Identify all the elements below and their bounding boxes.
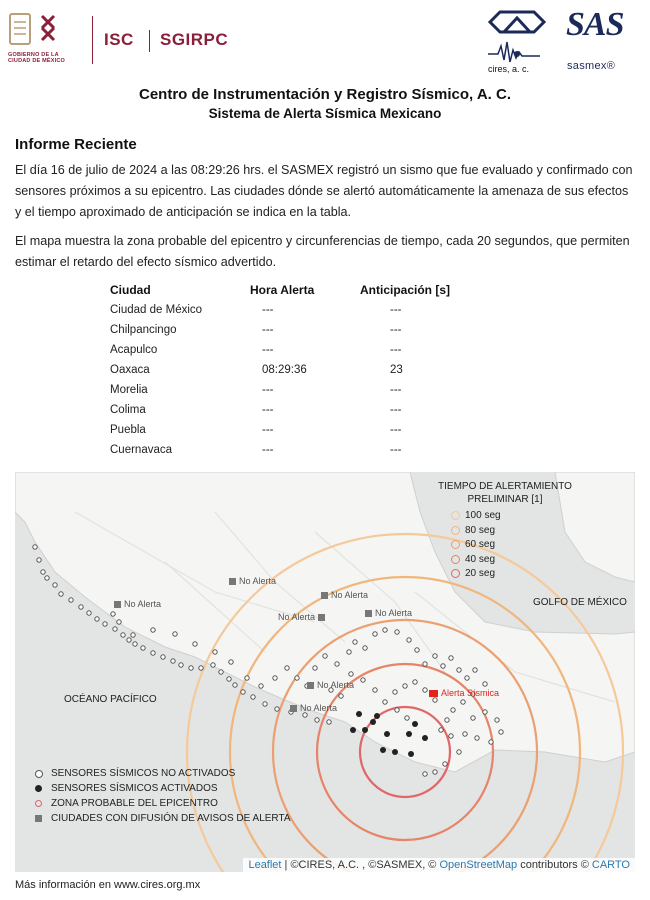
- sensor-inactive: [285, 666, 289, 670]
- sasmex-label: sasmex®: [567, 60, 616, 72]
- ring-circle-icon: [451, 569, 460, 578]
- ocean-label: OCÉANO PACÍFICO: [64, 694, 157, 705]
- sensor-inactive: [199, 666, 203, 670]
- sensor-inactive: [423, 772, 427, 776]
- gob-text: GOBIERNO DE LA CIUDAD DE MÉXICO: [8, 52, 65, 64]
- sensor-active: [384, 731, 390, 737]
- city-no-alert: No Alerta: [278, 612, 325, 622]
- sensor-inactive: [495, 718, 499, 722]
- sas-logo-text: SAS: [566, 6, 624, 43]
- sensor-inactive: [219, 670, 223, 674]
- sensor-inactive-icon: [35, 770, 43, 778]
- table-cell: Acapulco: [110, 344, 158, 356]
- sensor-inactive: [433, 770, 437, 774]
- sensor-inactive: [179, 663, 183, 667]
- city-no-alert: No Alerta: [229, 576, 276, 586]
- sensor-inactive: [111, 612, 115, 616]
- table-cell: ---: [390, 344, 402, 356]
- legend-title: PRELIMINAR [1]: [467, 494, 543, 505]
- column-header: Hora Alerta: [250, 283, 315, 297]
- ring-legend-item: 60 seg: [465, 538, 495, 551]
- city-no-alert: No Alerta: [290, 703, 337, 713]
- sensor-legend: [33, 768, 291, 828]
- sensor-inactive: [241, 690, 245, 694]
- sensor-inactive: [245, 676, 249, 680]
- city-marker-icon: [114, 601, 121, 608]
- sensor-inactive: [161, 655, 165, 659]
- table-cell: Morelia: [110, 384, 148, 396]
- sensor-inactive: [353, 640, 357, 644]
- sensor-inactive: [103, 622, 107, 626]
- sensor-inactive: [303, 713, 307, 717]
- sensor-inactive: [483, 710, 487, 714]
- ring-circle-icon: [451, 511, 460, 520]
- table-cell: ---: [390, 404, 402, 416]
- sensor-inactive: [151, 651, 155, 655]
- sensor-inactive: [313, 666, 317, 670]
- sensor-inactive: [451, 708, 455, 712]
- city-marker-icon: [229, 578, 236, 585]
- sensor-inactive: [461, 700, 465, 704]
- sensor-inactive: [69, 598, 73, 602]
- legend-item: ZONA PROBABLE DEL EPICENTRO: [33, 798, 291, 813]
- ring-legend-item: 100 seg: [465, 509, 501, 522]
- footer-info: Más información en www.cires.org.mx: [15, 879, 201, 891]
- report-paragraph-2: El mapa muestra la zona probable del epicentro y circunferencias de tiempo, cada 20 segundos, que permiten estimar el retardo del efecto sísmico advertido.: [15, 234, 630, 269]
- report-paragraph-1: El día 16 de julio de 2024 a las 08:29:26 hrs. el SASMEX registró un sismo que fue evaluado y confirmado con sensores próximos a su epicentro. Las ciudades dónde se alertó automáticamente la amenaza de sus efectos y el tiempo aproximado de anticipación se indica en la tabla.: [15, 163, 633, 219]
- epicenter-zone-icon: [35, 800, 42, 807]
- table-row: [104, 340, 496, 360]
- sensor-inactive: [59, 592, 63, 596]
- sensor-inactive: [499, 730, 503, 734]
- sensor-inactive: [95, 617, 99, 621]
- city-square-icon: [35, 815, 42, 822]
- sensor-inactive: [457, 750, 461, 754]
- sensor-active: [356, 711, 362, 717]
- city-no-alert: No Alerta: [114, 599, 161, 609]
- legend-title: TIEMPO DE ALERTAMIENTO: [438, 481, 572, 492]
- ring-legend-item: 40 seg: [465, 553, 495, 566]
- sensor-inactive: [45, 576, 49, 580]
- table-row: [104, 320, 496, 340]
- table-row: [104, 440, 496, 460]
- sensor-inactive: [405, 716, 409, 720]
- legend-item: SENSORES SÍSMICOS ACTIVADOS: [33, 783, 291, 798]
- sensor-inactive: [465, 676, 469, 680]
- sensor-inactive: [193, 642, 197, 646]
- sensor-inactive: [441, 664, 445, 668]
- legend-item: SENSORES SÍSMICOS NO ACTIVADOS: [33, 768, 291, 783]
- sensor-active: [370, 719, 376, 725]
- alert-time-legend: [435, 480, 575, 584]
- sensor-inactive: [423, 662, 427, 666]
- sensor-inactive: [373, 632, 377, 636]
- sensor-inactive: [263, 702, 267, 706]
- sensor-inactive: [87, 611, 91, 615]
- sensor-active-icon: [35, 785, 42, 792]
- table-row: [104, 300, 496, 320]
- sensor-inactive: [233, 683, 237, 687]
- table-cell: ---: [390, 324, 402, 336]
- table-cell: Cuernavaca: [110, 444, 173, 456]
- city-marker-icon: [290, 705, 297, 712]
- sensor-inactive: [251, 695, 255, 699]
- table-row: [104, 400, 496, 420]
- sensor-inactive: [131, 633, 135, 637]
- sensor-inactive: [395, 630, 399, 634]
- sensor-inactive: [471, 716, 475, 720]
- sensor-inactive: [151, 628, 155, 632]
- sensor-inactive: [141, 646, 145, 650]
- table-cell: ---: [262, 424, 274, 436]
- sensor-inactive: [363, 646, 367, 650]
- sensor-inactive: [133, 642, 137, 646]
- table-cell: ---: [262, 444, 274, 456]
- sensor-inactive: [415, 648, 419, 652]
- city-marker-icon: [365, 610, 372, 617]
- city-no-alert: No Alerta: [307, 680, 354, 690]
- ring-circle-icon: [451, 555, 460, 564]
- sensor-inactive: [33, 545, 37, 549]
- sensor-inactive: [127, 638, 131, 642]
- table-cell: Colima: [110, 404, 146, 416]
- sensor-inactive: [295, 676, 299, 680]
- sensor-inactive: [473, 668, 477, 672]
- sensor-inactive: [121, 633, 125, 637]
- table-cell: Puebla: [110, 424, 146, 436]
- sensor-inactive: [433, 654, 437, 658]
- sensor-inactive: [457, 668, 461, 672]
- sensor-inactive: [349, 672, 353, 676]
- table-cell: Ciudad de México: [110, 304, 203, 316]
- sensor-inactive: [483, 682, 487, 686]
- sensor-inactive: [41, 570, 45, 574]
- sgirpc-logo-text: SGIRPC: [160, 30, 229, 49]
- sensor-active: [380, 747, 386, 753]
- header-divider-small: [149, 30, 150, 52]
- sensor-inactive: [211, 663, 215, 667]
- table-row: [104, 420, 496, 440]
- page-title: Centro de Instrumentación y Registro Sísmico, A. C.: [138, 86, 511, 103]
- sensor-inactive: [489, 740, 493, 744]
- sensor-inactive: [407, 638, 411, 642]
- city-no-alert: No Alerta: [365, 608, 412, 618]
- table-header-row: [104, 280, 496, 300]
- header-divider: [92, 16, 93, 64]
- sensor-inactive: [443, 762, 447, 766]
- city-alert: Alerta Sísmica: [431, 688, 499, 698]
- sensor-inactive: [229, 660, 233, 664]
- table-cell: ---: [262, 324, 274, 336]
- table-row: [104, 380, 496, 400]
- osm-link[interactable]: OpenStreetMap: [439, 859, 518, 871]
- table-cell: ---: [390, 304, 402, 316]
- table-cell: ---: [390, 444, 402, 456]
- sensor-inactive: [423, 688, 427, 692]
- carto-link[interactable]: CARTO: [591, 859, 630, 871]
- sensor-active: [350, 727, 356, 733]
- cires-label: cires, a. c.: [488, 64, 530, 74]
- sensor-active: [362, 727, 368, 733]
- sensor-inactive: [189, 666, 193, 670]
- table-row: [104, 360, 496, 380]
- sensor-active: [406, 731, 412, 737]
- sensor-inactive: [413, 680, 417, 684]
- report-heading: Informe Reciente: [15, 136, 137, 153]
- sensor-inactive: [445, 718, 449, 722]
- ring-legend-item: 20 seg: [465, 567, 495, 580]
- table-cell: Oaxaca: [110, 364, 150, 376]
- legend-item: CIUDADES CON DIFUSIÓN DE AVISOS DE ALERTA: [33, 813, 291, 828]
- city-marker-icon: [321, 592, 328, 599]
- gulf-label: GOLFO DE MÉXICO: [533, 597, 627, 608]
- epicenter-map[interactable]: [15, 472, 635, 872]
- sensor-inactive: [323, 654, 327, 658]
- sensor-active: [408, 751, 414, 757]
- sensor-inactive: [449, 656, 453, 660]
- table-cell: ---: [262, 384, 274, 396]
- sensor-inactive: [171, 659, 175, 663]
- sensor-inactive: [475, 736, 479, 740]
- table-cell: ---: [390, 424, 402, 436]
- table-cell: 08:29:36: [262, 364, 307, 376]
- sensor-inactive: [113, 627, 117, 631]
- table-cell: Chilpancingo: [110, 324, 177, 336]
- table-cell: 23: [390, 364, 403, 376]
- isc-logo-text: ISC: [104, 30, 134, 49]
- alert-marker-icon: [431, 690, 438, 697]
- city-marker-icon: [307, 682, 314, 689]
- sensor-inactive: [227, 677, 231, 681]
- sensor-inactive: [273, 676, 277, 680]
- sensor-inactive: [383, 700, 387, 704]
- city-no-alert: No Alerta: [321, 590, 368, 600]
- sensor-active: [412, 721, 418, 727]
- sensor-inactive: [361, 678, 365, 682]
- sensor-inactive: [335, 662, 339, 666]
- table-cell: ---: [262, 304, 274, 316]
- ring-circle-icon: [451, 526, 460, 535]
- table-cell: ---: [390, 384, 402, 396]
- sensor-active: [374, 713, 380, 719]
- map-attribution: Leaflet | ©CIRES, A.C. , ©SASMEX, © OpenStreetMap contributors © CARTO: [243, 858, 635, 872]
- table-cell: ---: [262, 344, 274, 356]
- sensor-active: [422, 735, 428, 741]
- sensor-inactive: [339, 694, 343, 698]
- sensor-inactive: [383, 628, 387, 632]
- sensor-inactive: [315, 718, 319, 722]
- column-header: Anticipación [s]: [360, 283, 451, 297]
- sensor-active: [392, 749, 398, 755]
- sensor-inactive: [213, 650, 217, 654]
- sensor-inactive: [395, 708, 399, 712]
- ring-circle-icon: [451, 540, 460, 549]
- sensor-inactive: [259, 684, 263, 688]
- sensor-inactive: [449, 734, 453, 738]
- sensor-inactive: [439, 728, 443, 732]
- sensor-inactive: [37, 558, 41, 562]
- page-subtitle: Sistema de Alerta Sísmica Mexicano: [208, 106, 442, 121]
- sensor-inactive: [53, 583, 57, 587]
- ring-legend-item: 80 seg: [465, 524, 495, 537]
- sensor-inactive: [327, 720, 331, 724]
- sensor-inactive: [173, 632, 177, 636]
- sensor-inactive: [463, 732, 467, 736]
- column-header: Ciudad: [110, 283, 151, 297]
- sensor-inactive: [275, 707, 279, 711]
- page-header: [0, 0, 650, 80]
- sensor-inactive: [393, 690, 397, 694]
- sensor-inactive: [403, 684, 407, 688]
- sensor-inactive: [117, 620, 121, 624]
- city-marker-icon: [318, 614, 325, 621]
- sensor-inactive: [79, 605, 83, 609]
- alert-table: [104, 280, 496, 460]
- sensor-inactive: [433, 698, 437, 702]
- sensor-inactive: [373, 688, 377, 692]
- sensor-inactive: [347, 650, 351, 654]
- leaflet-link[interactable]: Leaflet: [248, 859, 282, 871]
- table-cell: ---: [262, 404, 274, 416]
